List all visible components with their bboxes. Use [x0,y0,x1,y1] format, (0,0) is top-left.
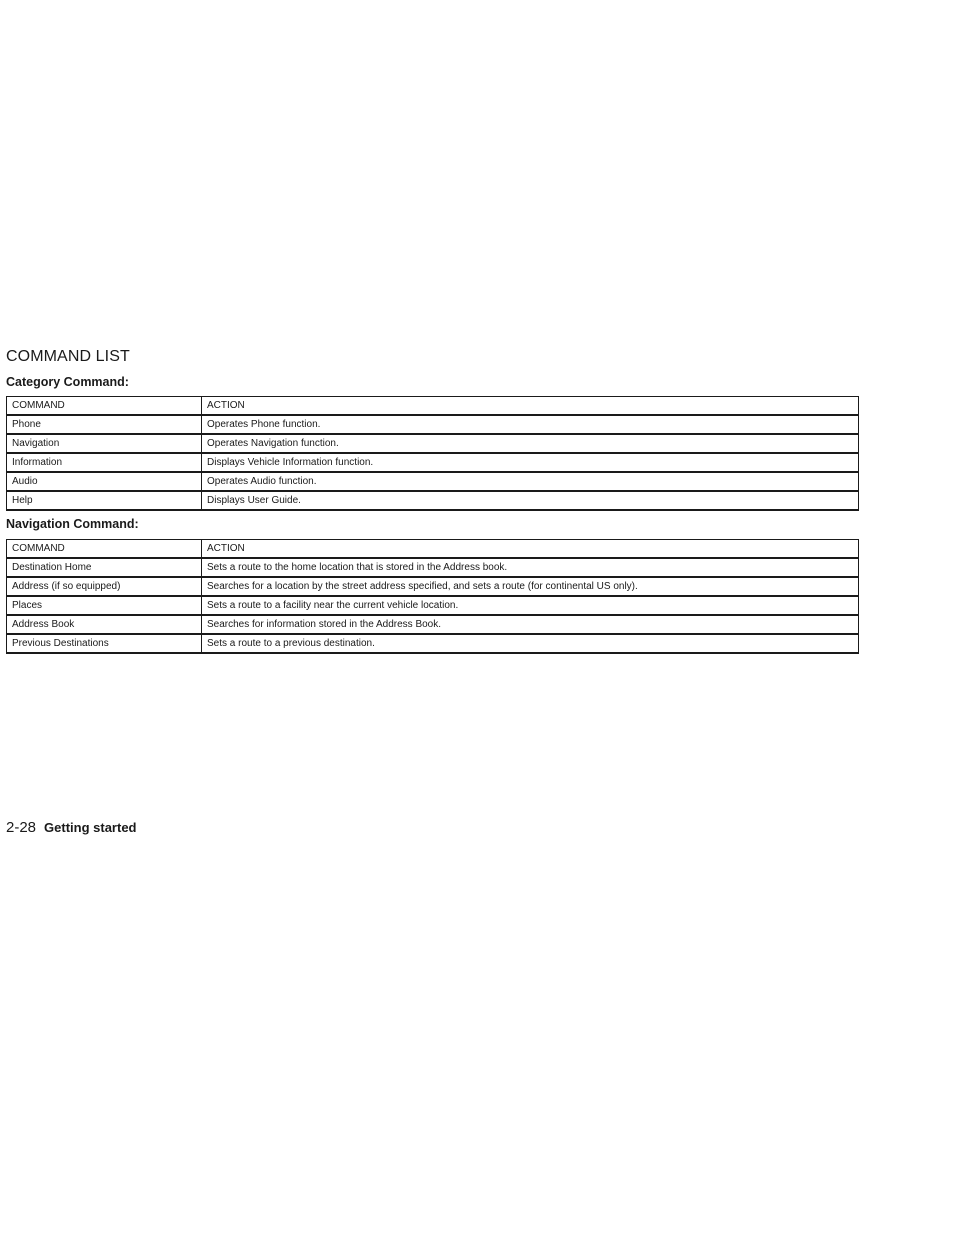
command-cell: Destination Home [7,558,202,577]
command-cell: Places [7,596,202,615]
action-cell: Operates Audio function. [202,472,859,491]
table-row [7,615,859,634]
action-cell: Sets a route to the home location that is stored in the Address book. [202,558,859,577]
column-header-action: ACTION [202,397,859,416]
section-title: COMMAND LIST [6,348,130,365]
action-cell: Displays Vehicle Information function. [202,453,859,472]
command-cell: Phone [7,415,202,434]
table-header-row [7,540,859,559]
table-header-row [7,397,859,416]
column-header-command: COMMAND [7,540,202,559]
command-cell: Address Book [7,615,202,634]
action-cell: Operates Navigation function. [202,434,859,453]
table-row [7,453,859,472]
page-footer [6,819,137,837]
category-command-heading: Category Command: [6,375,129,389]
action-cell: Sets a route to a facility near the current vehicle location. [202,596,859,615]
table-row [7,634,859,653]
table-row [7,472,859,491]
column-header-command: COMMAND [7,397,202,416]
page-number: 2-28 [6,819,37,836]
action-cell: Displays User Guide. [202,491,859,510]
action-cell: Sets a route to a previous destination. [202,634,859,653]
chapter-title: Getting started [44,820,137,835]
table-row [7,415,859,434]
command-cell: Help [7,491,202,510]
command-cell: Information [7,453,202,472]
table-row [7,434,859,453]
command-cell: Audio [7,472,202,491]
command-cell: Address (if so equipped) [7,577,202,596]
navigation-command-heading: Navigation Command: [6,517,139,531]
column-header-action: ACTION [202,540,859,559]
action-cell: Searches for a location by the street address specified, and sets a route (for continental US only). [202,577,859,596]
category-command-table [6,396,859,511]
command-cell: Navigation [7,434,202,453]
table-row [7,577,859,596]
table-row [7,596,859,615]
table-row [7,491,859,510]
table-row [7,558,859,577]
navigation-command-table [6,539,859,654]
command-cell: Previous Destinations [7,634,202,653]
action-cell: Operates Phone function. [202,415,859,434]
action-cell: Searches for information stored in the Address Book. [202,615,859,634]
